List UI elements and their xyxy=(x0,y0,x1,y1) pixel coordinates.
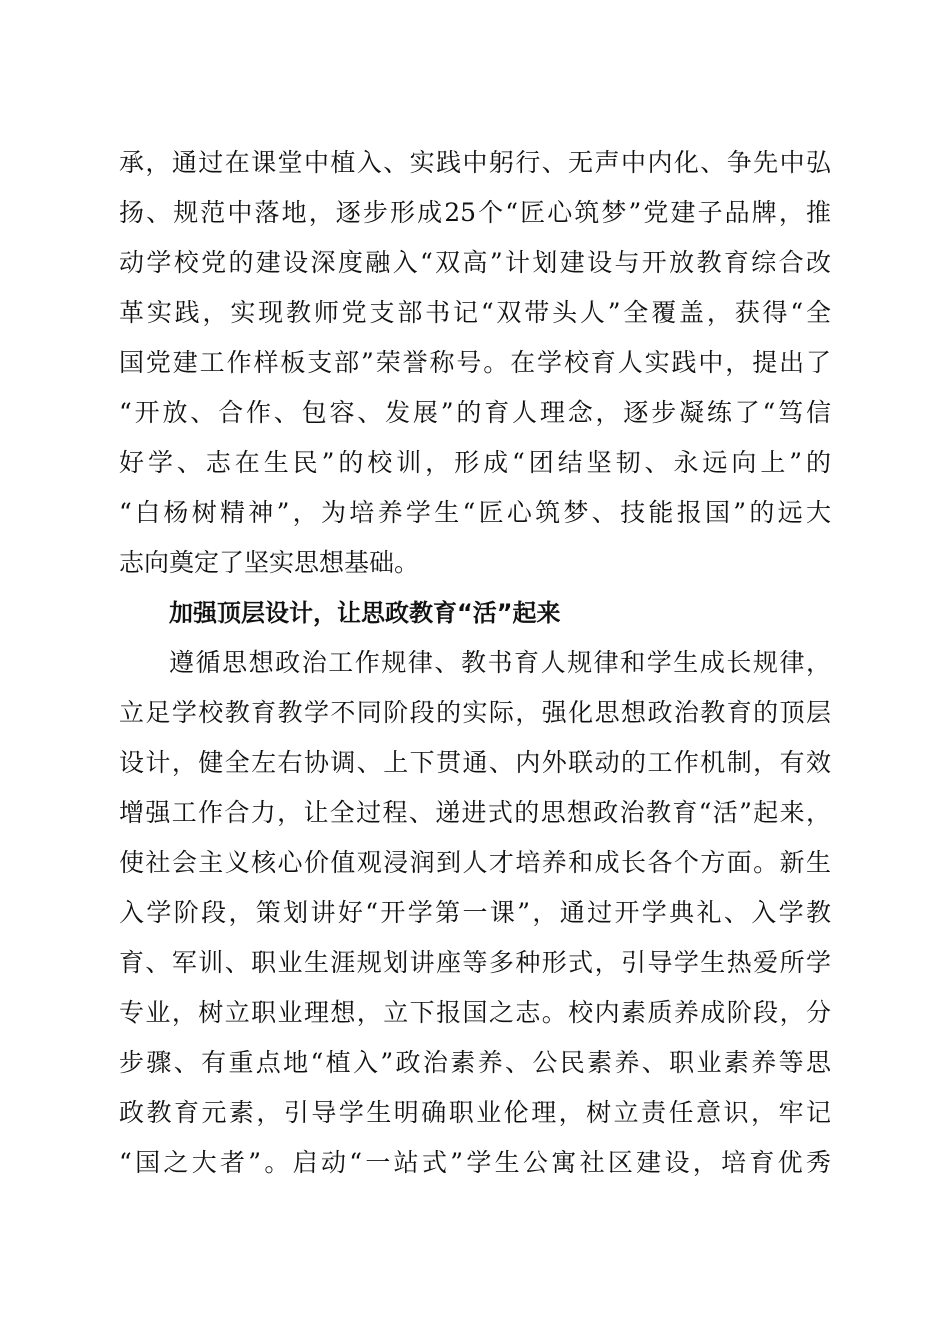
paragraph-line: 承，通过在课堂中植入、实践中躬行、无声中内化、争先中弘 xyxy=(119,148,831,177)
paragraph-line: 使社会主义核心价值观浸润到人才培养和成长各个方面。新生 xyxy=(119,848,831,877)
paragraph-line: “开放、合作、包容、发展”的育人理念，逐步凝练了“笃信 xyxy=(119,398,831,427)
paragraph-line: 志向奠定了坚实思想基础。 xyxy=(119,548,420,577)
paragraph-line: 政教育元素，引导学生明确职业伦理，树立责任意识，牢记 xyxy=(119,1098,831,1127)
paragraph-line: 扬、规范中落地，逐步形成25个“匠心筑梦”党建子品牌，推 xyxy=(119,198,831,227)
paragraph-line: 好学、志在生民”的校训，形成“团结坚韧、永远向上”的 xyxy=(119,448,831,477)
paragraph-line: 育、军训、职业生涯规划讲座等多种形式，引导学生热爱所学 xyxy=(119,948,831,977)
paragraph-line: 设计，健全左右协调、上下贯通、内外联动的工作机制，有效 xyxy=(119,748,831,777)
paragraph-line: 入学阶段，策划讲好“开学第一课”，通过开学典礼、入学教 xyxy=(119,898,831,927)
paragraph-line: 增强工作合力，让全过程、递进式的思想政治教育“活”起来， xyxy=(119,798,831,827)
paragraph-line: “国之大者”。启动“一站式”学生公寓社区建设，培育优秀 xyxy=(119,1148,831,1177)
paragraph-line: “白杨树精神”，为培养学生“匠心筑梦、技能报国”的远大 xyxy=(119,498,831,527)
paragraph-line: 国党建工作样板支部”荣誉称号。在学校育人实践中，提出了 xyxy=(119,348,831,377)
paragraph-line: 动学校党的建设深度融入“双高”计划建设与开放教育综合改 xyxy=(119,248,831,277)
paragraph-line: 立足学校教育教学不同阶段的实际，强化思想政治教育的顶层 xyxy=(119,698,831,727)
paragraph-line: 革实践，实现教师党支部书记“双带头人”全覆盖，获得“全 xyxy=(119,298,831,327)
paragraph-line: 专业，树立职业理想，立下报国之志。校内素质养成阶段，分 xyxy=(119,998,831,1027)
paragraph-line: 步骤、有重点地“植入”政治素养、公民素养、职业素养等思 xyxy=(119,1048,831,1077)
paragraph-line: 遵循思想政治工作规律、教书育人规律和学生成长规律， xyxy=(169,648,831,677)
section-heading: 加强顶层设计，让思政教育“活”起来 xyxy=(169,599,561,627)
